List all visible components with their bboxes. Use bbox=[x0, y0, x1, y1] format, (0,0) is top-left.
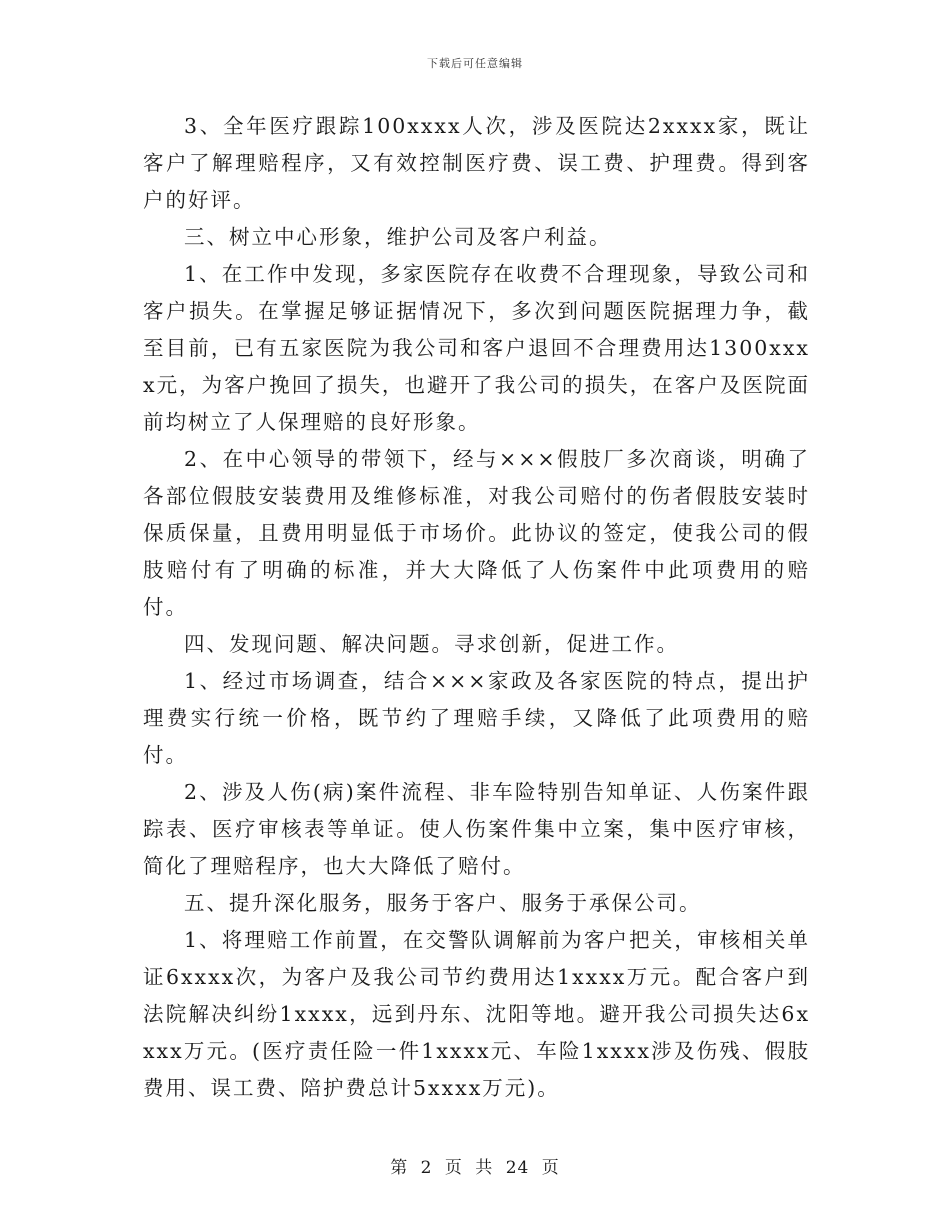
section-heading-five: 五、提升深化服务，服务于客户、服务于承保公司。 bbox=[184, 891, 702, 915]
section-heading-three: 三、树立中心形象，维护公司及客户利益。 bbox=[184, 225, 612, 249]
section-heading-four: 四、发现问题、解决问题。寻求创新，促进工作。 bbox=[184, 632, 679, 656]
paragraph-item-2-prosthesis-agreement: 2、在中心领导的带领下，经与×××假肢厂多次商谈，明确了各部位假肢安装费用及维修标准，对我公司赔付的伤者假肢安装时保质保量，且费用明显低于市场价。此协议的签定，使我公司的假肢赔付有了明确的标准，并大大降低了人伤案件中此项费用的赔付。 bbox=[143, 447, 810, 619]
paragraph-item-1-claims-frontloading: 1、将理赔工作前置，在交警队调解前为客户把关，审核相关单证6xxxx次，为客户及我公司节约费用达1xxxx万元。配合客户到法院解决纠纷1xxxx，远到丹东、沈阳等地。避开我公司损失达6xxxx万元。(医疗责任险一件1xxxx元、车险1xxxx涉及伤残、假肢费用、误工费、陪护费总计5xxxx万元)。 bbox=[143, 928, 810, 1100]
document-body bbox=[143, 108, 810, 1107]
paragraph-item-1-hospital-fees: 1、在工作中发现，多家医院存在收费不合理现象，导致公司和客户损失。在掌握足够证据情况下，多次到问题医院据理力争，截至目前，已有五家医院为我公司和客户退回不合理费用达1300xxxx元，为客户挽回了损失，也避开了我公司的损失，在客户及医院面前均树立了人保理赔的良好形象。 bbox=[143, 262, 810, 434]
page-number: 第 2 页 共 24 页 bbox=[390, 1158, 560, 1178]
page-header-note: 下载后可任意编辑 bbox=[427, 57, 523, 70]
paragraph-item-1-nursing-price: 1、经过市场调查，结合×××家政及各家医院的特点，提出护理费实行统一价格，既节约了理赔手续，又降低了此项费用的赔付。 bbox=[143, 669, 810, 767]
paragraph-item-2-case-workflow: 2、涉及人伤(病)案件流程、非车险特别告知单证、人伤案件跟踪表、医疗审核表等单证。使人伤案件集中立案，集中医疗审核，简化了理赔程序，也大大降低了赔付。 bbox=[143, 780, 810, 878]
paragraph-item-3-medical-tracking: 3、全年医疗跟踪100xxxx人次，涉及医院达2xxxx家，既让客户了解理赔程序，又有效控制医疗费、误工费、护理费。得到客户的好评。 bbox=[143, 114, 810, 212]
